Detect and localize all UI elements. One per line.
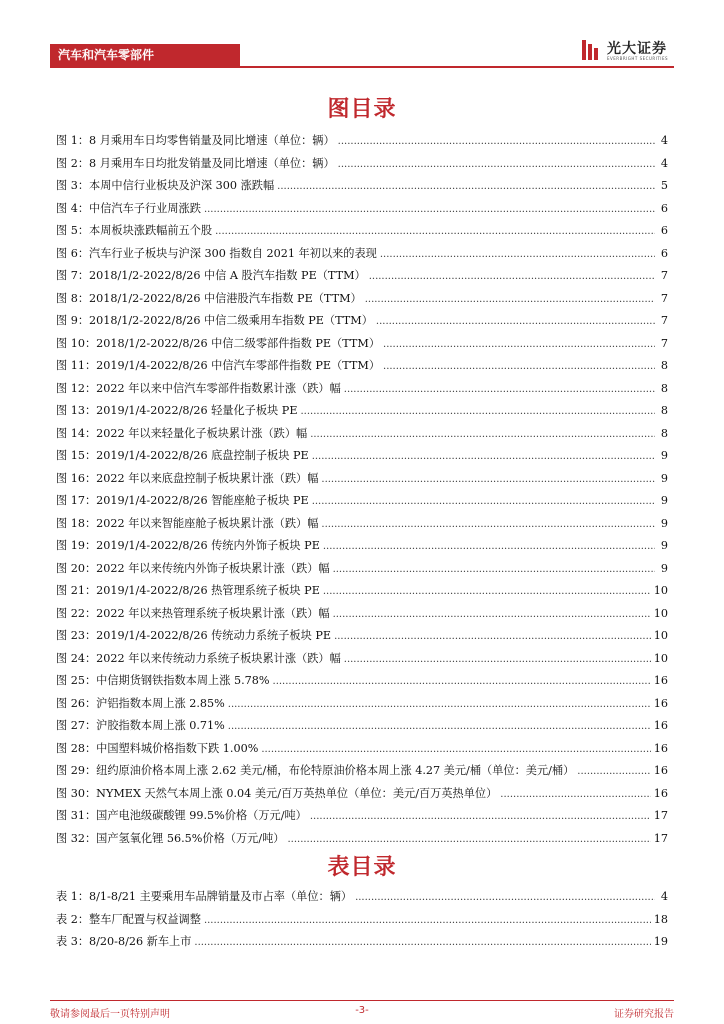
toc-entry[interactable] [56, 153, 668, 176]
toc-leader-dots [338, 131, 655, 154]
toc-entry-label: 图 9：2018/1/2-2022/8/26 中信二级乘用车指数 PE（TTM） [56, 314, 373, 327]
toc-entry[interactable] [56, 715, 668, 738]
toc-leader-dots [194, 932, 650, 955]
toc-leader-dots [321, 469, 655, 492]
toc-entry-page: 6 [660, 201, 668, 215]
toc-entry[interactable] [56, 558, 668, 581]
toc-entry-page: 16 [653, 674, 668, 687]
page-number: -3- [355, 1005, 369, 1016]
toc-entry-label: 表 2：整车厂配置与权益调整 [56, 912, 201, 926]
toc-entry-label: 图 18：2022 年以来智能座舱子板块累计涨（跌）幅 [56, 516, 319, 530]
toc-entry[interactable] [56, 783, 668, 806]
toc-entry-label: 图 21：2019/1/4-2022/8/26 热管理系统子板块 PE [56, 584, 320, 597]
toc-entry[interactable] [56, 333, 668, 356]
toc-entry-page: 7 [660, 291, 668, 305]
toc-entry-page: 4 [660, 134, 668, 147]
toc-entry-label: 图 10：2018/1/2-2022/8/26 中信二级零部件指数 PE（TTM） [56, 336, 381, 350]
toc-entry-label: 图 24：2022 年以来传统动力系统子板块累计涨（跌）幅 [56, 651, 341, 665]
toc-entry[interactable] [56, 513, 668, 536]
toc-leader-dots [323, 536, 655, 559]
toc-leader-dots [577, 761, 650, 784]
toc-entry-page: 9 [660, 539, 668, 552]
toc-entry-label: 图 26：沪铝指数本周上涨 2.85% [56, 696, 225, 710]
toc-entry[interactable] [56, 423, 668, 446]
toc-entry-page: 16 [653, 696, 668, 710]
toc-entry-page: 5 [660, 179, 668, 192]
toc-entry[interactable] [56, 648, 668, 671]
toc-entry-page: 7 [660, 269, 668, 282]
toc-leader-dots [334, 626, 651, 649]
toc-leader-dots [365, 289, 655, 312]
toc-entry[interactable] [56, 355, 668, 378]
toc-leader-dots [500, 784, 650, 807]
company-logo-icon [579, 38, 601, 62]
toc-entry-page: 9 [660, 471, 668, 485]
company-logo-name: 光大证券 [607, 41, 667, 57]
toc-entry-label: 图 13：2019/1/4-2022/8/26 轻量化子板块 PE [56, 404, 298, 417]
toc-entry-page: 9 [660, 516, 668, 530]
toc-entry-page: 16 [653, 741, 668, 755]
toc-entry[interactable] [56, 738, 668, 761]
toc-entry[interactable] [56, 693, 668, 716]
toc-entry[interactable] [56, 828, 668, 851]
toc-leader-dots [204, 199, 655, 222]
figure-toc-list [56, 130, 668, 850]
toc-leader-dots [312, 446, 655, 469]
toc-leader-dots [344, 649, 651, 672]
toc-entry-label: 图 3：本周中信行业板块及沪深 300 涨跌幅 [56, 179, 275, 192]
toc-entry-page: 10 [653, 629, 668, 642]
toc-leader-dots [355, 887, 655, 910]
toc-entry-label: 图 2：8 月乘用车日均批发销量及同比增速（单位：辆） [56, 156, 335, 170]
toc-leader-dots [333, 604, 651, 627]
toc-entry[interactable] [56, 931, 668, 954]
toc-entry-label: 图 11：2019/1/4-2022/8/26 中信汽车零部件指数 PE（TTM） [56, 359, 381, 372]
toc-entry-page: 10 [653, 606, 668, 620]
toc-leader-dots [310, 424, 655, 447]
toc-entry-page: 19 [653, 935, 668, 948]
toc-entry-page: 8 [660, 404, 668, 417]
toc-leader-dots [380, 244, 655, 267]
toc-entry-page: 6 [660, 224, 668, 237]
toc-entry[interactable] [56, 130, 668, 153]
toc-entry-label: 图 1：8 月乘用车日均零售销量及同比增速（单位：辆） [56, 134, 335, 147]
toc-entry-page: 7 [660, 336, 668, 350]
toc-leader-dots [383, 334, 655, 357]
toc-entry-label: 表 3：8/20-8/26 新车上市 [56, 935, 192, 948]
header-section-label: 汽车和汽车零部件 [50, 44, 240, 66]
toc-entry-label: 图 16：2022 年以来底盘控制子板块累计涨（跌）幅 [56, 471, 319, 485]
toc-entry[interactable] [56, 265, 668, 288]
toc-leader-dots [273, 671, 651, 694]
toc-entry[interactable] [56, 378, 668, 401]
header-divider [50, 66, 674, 68]
toc-entry[interactable] [56, 909, 668, 932]
toc-entry-page: 10 [653, 651, 668, 665]
toc-entry-label: 图 28：中国塑料城价格指数下跌 1.00% [56, 741, 259, 755]
toc-entry-label: 表 1：8/1-8/21 主要乘用车品牌销量及市占率（单位：辆） [56, 890, 353, 903]
footer-disclaimer: 敬请参阅最后一页特别声明 [50, 1009, 170, 1020]
toc-entry-page: 9 [660, 561, 668, 575]
toc-entry-page: 4 [660, 890, 668, 903]
toc-leader-dots [376, 311, 655, 334]
toc-entry-label: 图 4：中信汽车子行业周涨跌 [56, 201, 201, 215]
table-toc-title: 表目录 [327, 855, 397, 880]
toc-entry-page: 8 [660, 426, 668, 440]
toc-entry-page: 17 [653, 809, 668, 822]
toc-entry[interactable] [56, 535, 668, 558]
toc-leader-dots [277, 176, 655, 199]
footer-report-type: 证券研究报告 [614, 1009, 674, 1020]
toc-leader-dots [369, 266, 655, 289]
toc-entry-label: 图 15：2019/1/4-2022/8/26 底盘控制子板块 PE [56, 449, 309, 462]
toc-entry-page: 16 [653, 764, 668, 777]
toc-entry-label: 图 8：2018/1/2-2022/8/26 中信港股汽车指数 PE（TTM） [56, 291, 362, 305]
toc-leader-dots [228, 716, 651, 739]
toc-entry-label: 图 7：2018/1/2-2022/8/26 中信 A 股汽车指数 PE（TTM） [56, 269, 366, 282]
toc-leader-dots [204, 910, 651, 933]
toc-entry-label: 图 25：中信期货钢铁指数本周上涨 5.78% [56, 674, 270, 687]
toc-leader-dots [312, 491, 655, 514]
toc-entry-label: 图 32：国产氢氧化锂 56.5%价格（万元/吨） [56, 831, 285, 845]
toc-entry[interactable] [56, 468, 668, 491]
toc-leader-dots [321, 514, 655, 537]
toc-entry-label: 图 29：纽约原油价格本周上涨 2.62 美元/桶，布伦特原油价格本周上涨 4.27 美元/桶（单位：美元/桶） [56, 764, 575, 777]
toc-entry[interactable] [56, 288, 668, 311]
toc-leader-dots [261, 739, 650, 762]
toc-entry[interactable] [56, 400, 668, 423]
toc-entry-page: 4 [660, 156, 668, 170]
company-logo [579, 38, 679, 66]
toc-entry-page: 16 [653, 719, 668, 732]
toc-leader-dots [383, 356, 655, 379]
company-logo-subtitle: EVERBRIGHT SECURITIES [607, 56, 669, 61]
toc-entry[interactable] [56, 243, 668, 266]
toc-entry[interactable] [56, 580, 668, 603]
toc-entry[interactable] [56, 760, 668, 783]
toc-leader-dots [310, 806, 651, 829]
toc-entry-page: 10 [653, 584, 668, 597]
toc-entry-label: 图 17：2019/1/4-2022/8/26 智能座舱子板块 PE [56, 494, 309, 507]
toc-leader-dots [323, 581, 651, 604]
toc-entry-label: 图 14：2022 年以来轻量化子板块累计涨（跌）幅 [56, 426, 308, 440]
toc-leader-dots [338, 154, 655, 177]
toc-entry[interactable] [56, 445, 668, 468]
toc-entry-label: 图 12：2022 年以来中信汽车零部件指数累计涨（跌）幅 [56, 381, 341, 395]
toc-entry-page: 16 [653, 786, 668, 800]
toc-entry-label: 图 30：NYMEX 天然气本周上涨 0.04 美元/百万英热单位（单位：美元/百万英热单位） [56, 786, 498, 800]
toc-entry-page: 18 [653, 912, 668, 926]
toc-entry-page: 6 [660, 246, 668, 260]
toc-leader-dots [287, 829, 650, 852]
toc-entry-page: 9 [660, 494, 668, 507]
toc-entry-label: 图 20：2022 年以来传统内外饰子板块累计涨（跌）幅 [56, 561, 330, 575]
toc-entry-page: 9 [660, 449, 668, 462]
toc-leader-dots [228, 694, 651, 717]
toc-entry[interactable] [56, 603, 668, 626]
toc-entry-page: 17 [653, 831, 668, 845]
toc-leader-dots [301, 401, 656, 424]
toc-entry-page: 8 [660, 359, 668, 372]
table-toc-list [56, 886, 668, 954]
toc-entry-label: 图 6：汽车行业子板块与沪深 300 指数自 2021 年初以来的表现 [56, 246, 377, 260]
toc-entry[interactable] [56, 670, 668, 693]
toc-entry-label: 图 19：2019/1/4-2022/8/26 传统内外饰子板块 PE [56, 539, 320, 552]
toc-entry-label: 图 5：本周板块涨跌幅前五个股 [56, 224, 213, 237]
toc-leader-dots [215, 221, 655, 244]
toc-entry[interactable] [56, 886, 668, 909]
toc-entry-label: 图 27：沪胶指数本周上涨 0.71% [56, 719, 225, 732]
toc-entry-page: 8 [660, 381, 668, 395]
toc-entry-label: 图 23：2019/1/4-2022/8/26 传统动力系统子板块 PE [56, 629, 332, 642]
footer-divider [50, 1000, 674, 1001]
toc-entry[interactable] [56, 220, 668, 243]
toc-entry-page: 7 [660, 314, 668, 327]
toc-entry[interactable] [56, 198, 668, 221]
toc-entry[interactable] [56, 310, 668, 333]
toc-entry[interactable] [56, 175, 668, 198]
figure-toc-title: 图目录 [327, 97, 397, 122]
toc-leader-dots [344, 379, 655, 402]
toc-entry-label: 图 22：2022 年以来热管理系统子板块累计涨（跌）幅 [56, 606, 330, 620]
toc-entry[interactable] [56, 805, 668, 828]
toc-entry[interactable] [56, 625, 668, 648]
toc-leader-dots [333, 559, 655, 582]
toc-entry[interactable] [56, 490, 668, 513]
toc-entry-label: 图 31：国产电池级碳酸锂 99.5%价格（万元/吨） [56, 809, 307, 822]
